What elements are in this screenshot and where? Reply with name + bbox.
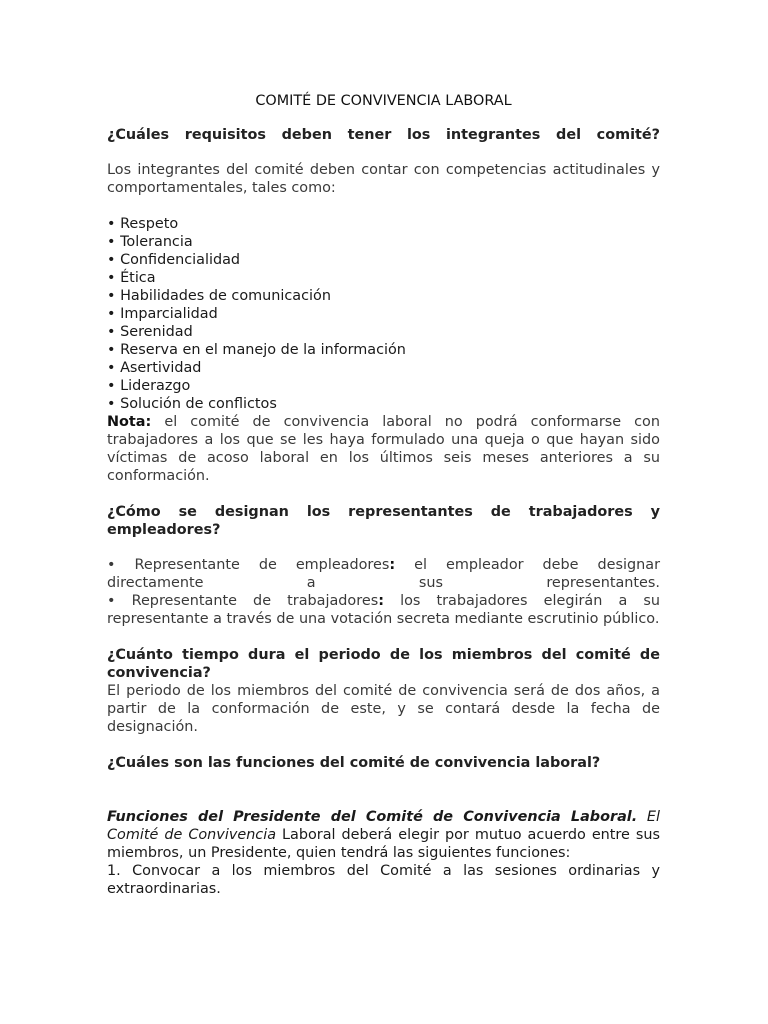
list-item: • Habilidades de comunicación: [107, 287, 660, 305]
list-item: • Confidencialidad: [107, 251, 660, 269]
funciones-text: Laboral deberá elegir por mutuo acuerdo entre sus miembros, un Presidente, quien tendrá las siguientes funciones:: [107, 827, 660, 861]
list-item: • Reserva en el manejo de la información: [107, 341, 660, 359]
rep-trabajadores: [107, 592, 660, 628]
question-periodo: ¿Cuánto tiempo dura el periodo de los miembros del comité de convivencia?: [107, 647, 660, 681]
funciones-item-1: 1. Convocar a los miembros del Comité a las sesiones ordinarias y extraordinarias.: [107, 863, 660, 897]
list-item: • Respeto: [107, 215, 660, 233]
funciones-comite: Comité de Convivencia: [107, 827, 277, 843]
question-requisitos: ¿Cuáles requisitos deben tener los integrantes del comité?: [107, 127, 660, 143]
question-funciones: ¿Cuáles son las funciones del comité de convivencia laboral?: [107, 755, 601, 771]
funciones-title: Funciones del Presidente del Comité de Convivencia Laboral.: [107, 809, 638, 825]
list-item: • Asertividad: [107, 359, 660, 377]
list-item: • Solución de conflictos: [107, 395, 660, 413]
intro-paragraph: Los integrantes del comité deben contar con competencias actitudinales y comportamentales, tales como:: [107, 162, 660, 196]
list-item: • Ética: [107, 269, 660, 287]
document-title: COMITÉ DE CONVIVENCIA LABORAL: [255, 93, 512, 109]
periodo-paragraph: El periodo de los miembros del comité de convivencia será de dos años, a partir de la conformación de este, y se contará desde la fecha de designación.: [107, 683, 660, 735]
list-item: • Liderazgo: [107, 377, 660, 395]
nota-text: el comité de convivencia laboral no podrá conformarse con trabajadores a los que se les haya formulado una queja o que hayan sido víctimas de acoso laboral en los últimos seis meses anteriores a su conformación.: [107, 414, 660, 484]
document-page: [107, 92, 660, 898]
list-item: • Imparcialidad: [107, 305, 660, 323]
rep-empleadores: [107, 556, 660, 592]
funciones-section: [107, 808, 660, 898]
rep-empleadores-colon: :: [389, 557, 396, 573]
competencias-list: [107, 215, 660, 413]
rep-empleadores-label: • Representante de empleadores: [107, 557, 390, 573]
rep-trabajadores-colon: :: [378, 593, 384, 609]
nota-paragraph: [107, 413, 660, 485]
nota-label: Nota:: [107, 414, 152, 430]
list-item: • Tolerancia: [107, 233, 660, 251]
rep-trabajadores-label: • Representante de trabajadores: [107, 593, 379, 609]
funciones-paragraph: [107, 808, 660, 862]
funciones-el: El: [637, 809, 660, 825]
rep-trabajadores-text: los trabajadores elegirán a su representante a través de una votación secreta mediante escrutinio público.: [107, 593, 660, 627]
rep-empleadores-text: el empleador debe designar directamente a sus representantes.: [107, 557, 660, 591]
question-representantes: ¿Cómo se designan los representantes de trabajadores y empleadores?: [107, 504, 660, 538]
list-item: • Serenidad: [107, 323, 660, 341]
